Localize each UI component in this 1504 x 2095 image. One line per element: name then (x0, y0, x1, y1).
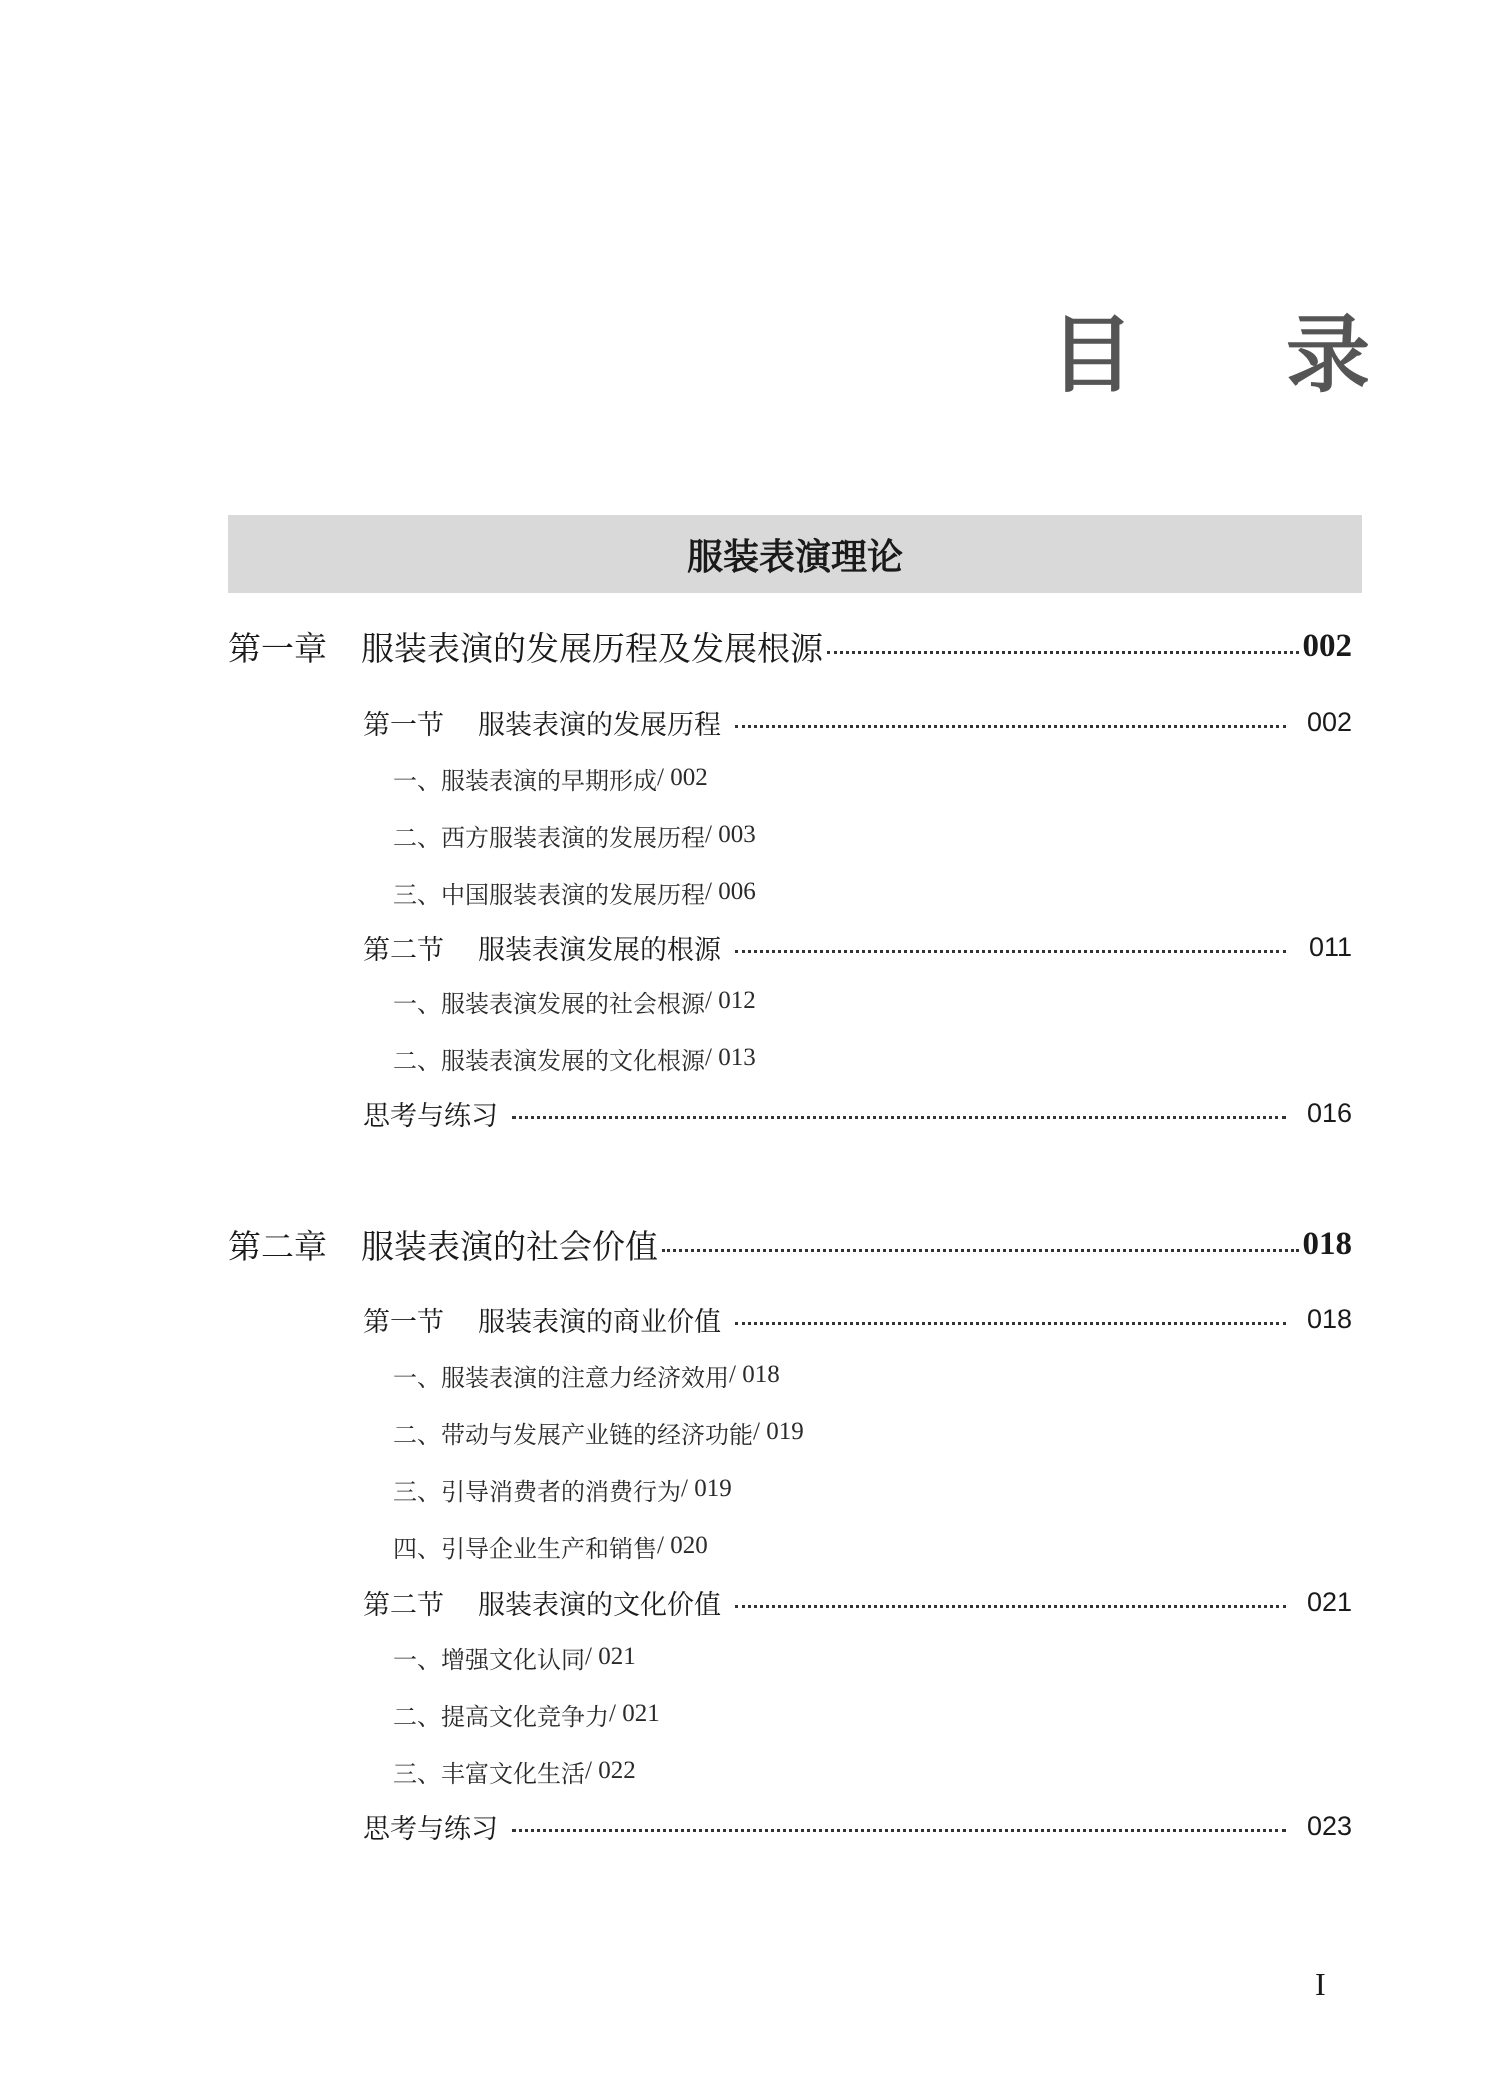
item-label: 四、引导企业生产和销售 (393, 1534, 657, 1563)
toc-item[interactable] (393, 1355, 780, 1395)
item-label: 二、带动与发展产业链的经济功能 (393, 1420, 753, 1449)
toc-item[interactable] (393, 1526, 708, 1566)
dot-leader (827, 651, 1299, 654)
dot-leader (662, 1249, 1299, 1252)
toc-item[interactable] (393, 872, 756, 912)
chapter-number: 第一章 (228, 628, 327, 668)
item-page-ref: / 012 (705, 987, 756, 1014)
section-page: 002 (1306, 706, 1352, 737)
part-banner (228, 515, 1362, 593)
section-number: 第一节 (363, 1306, 444, 1338)
page-number: I (1315, 1966, 1326, 2002)
dot-leader (512, 1116, 1286, 1119)
toc-item[interactable] (393, 1038, 756, 1078)
chapter-page: 018 (1302, 1225, 1352, 1262)
item-page-ref: / 019 (681, 1475, 732, 1502)
toc-item[interactable] (393, 1412, 804, 1452)
title-char-1: 目 (1050, 306, 1135, 404)
dot-leader (512, 1829, 1286, 1832)
dot-leader (735, 1322, 1286, 1325)
exercise-label: 思考与练习 (363, 1100, 498, 1132)
item-page-ref: / 013 (705, 1044, 756, 1071)
item-label: 一、服装表演的早期形成 (393, 766, 657, 795)
dot-leader (735, 950, 1286, 953)
item-page-ref: / 021 (585, 1643, 636, 1670)
chapter-page: 002 (1302, 627, 1352, 664)
toc-item[interactable] (393, 758, 708, 798)
section-page: 011 (1308, 931, 1352, 962)
item-page-ref: / 018 (729, 1361, 780, 1388)
exercise-page: 016 (1306, 1097, 1352, 1128)
exercise-page: 023 (1306, 1810, 1352, 1841)
item-label: 三、丰富文化生活 (393, 1759, 585, 1788)
item-page-ref: / 020 (657, 1532, 708, 1559)
dot-leader (735, 725, 1286, 728)
toc-exercise-2[interactable] (363, 1804, 1352, 1848)
toc-item[interactable] (393, 981, 756, 1021)
item-page-ref: / 019 (753, 1418, 804, 1445)
toc-item[interactable] (393, 1637, 636, 1677)
item-label: 二、西方服装表演的发展历程 (393, 823, 705, 852)
toc-item[interactable] (393, 815, 756, 855)
item-label: 二、提高文化竞争力 (393, 1702, 609, 1731)
toc-chapter-2[interactable] (228, 1218, 1352, 1270)
section-number: 第二节 (363, 934, 444, 966)
toc-item[interactable] (393, 1469, 732, 1509)
section-page: 021 (1306, 1586, 1352, 1617)
item-label: 二、服装表演发展的文化根源 (393, 1046, 705, 1075)
title-char-2: 录 (1285, 306, 1370, 404)
toc-item[interactable] (393, 1694, 660, 1734)
item-label: 一、增强文化认同 (393, 1645, 585, 1674)
section-number: 第二节 (363, 1589, 444, 1621)
section-title: 服装表演的发展历程 (478, 709, 721, 741)
item-label: 三、中国服装表演的发展历程 (393, 880, 705, 909)
section-title: 服装表演的商业价值 (478, 1306, 721, 1338)
dot-leader (735, 1605, 1286, 1608)
part-title: 服装表演理论 (686, 536, 903, 578)
toc-chapter-1[interactable] (228, 620, 1352, 672)
item-page-ref: / 002 (657, 764, 708, 791)
item-page-ref: / 003 (705, 821, 756, 848)
item-label: 一、服装表演的注意力经济效用 (393, 1363, 729, 1392)
toc-section-1-1[interactable] (363, 700, 1352, 744)
item-page-ref: / 006 (705, 878, 756, 905)
item-page-ref: / 021 (609, 1700, 660, 1727)
item-label: 一、服装表演发展的社会根源 (393, 989, 705, 1018)
item-page-ref: / 022 (585, 1757, 636, 1784)
section-page: 018 (1306, 1303, 1352, 1334)
section-title: 服装表演的文化价值 (478, 1589, 721, 1621)
toc-section-2-1[interactable] (363, 1297, 1352, 1341)
exercise-label: 思考与练习 (363, 1813, 498, 1845)
toc-section-1-2[interactable] (363, 925, 1352, 969)
section-title: 服装表演发展的根源 (478, 934, 721, 966)
toc-item[interactable] (393, 1751, 636, 1791)
chapter-title: 服装表演的社会价值 (361, 1226, 658, 1266)
section-number: 第一节 (363, 709, 444, 741)
item-label: 三、引导消费者的消费行为 (393, 1477, 681, 1506)
toc-section-2-2[interactable] (363, 1580, 1352, 1624)
chapter-title: 服装表演的发展历程及发展根源 (361, 628, 823, 668)
page-title (1050, 300, 1370, 410)
chapter-number: 第二章 (228, 1226, 327, 1266)
toc-exercise-1[interactable] (363, 1091, 1352, 1135)
